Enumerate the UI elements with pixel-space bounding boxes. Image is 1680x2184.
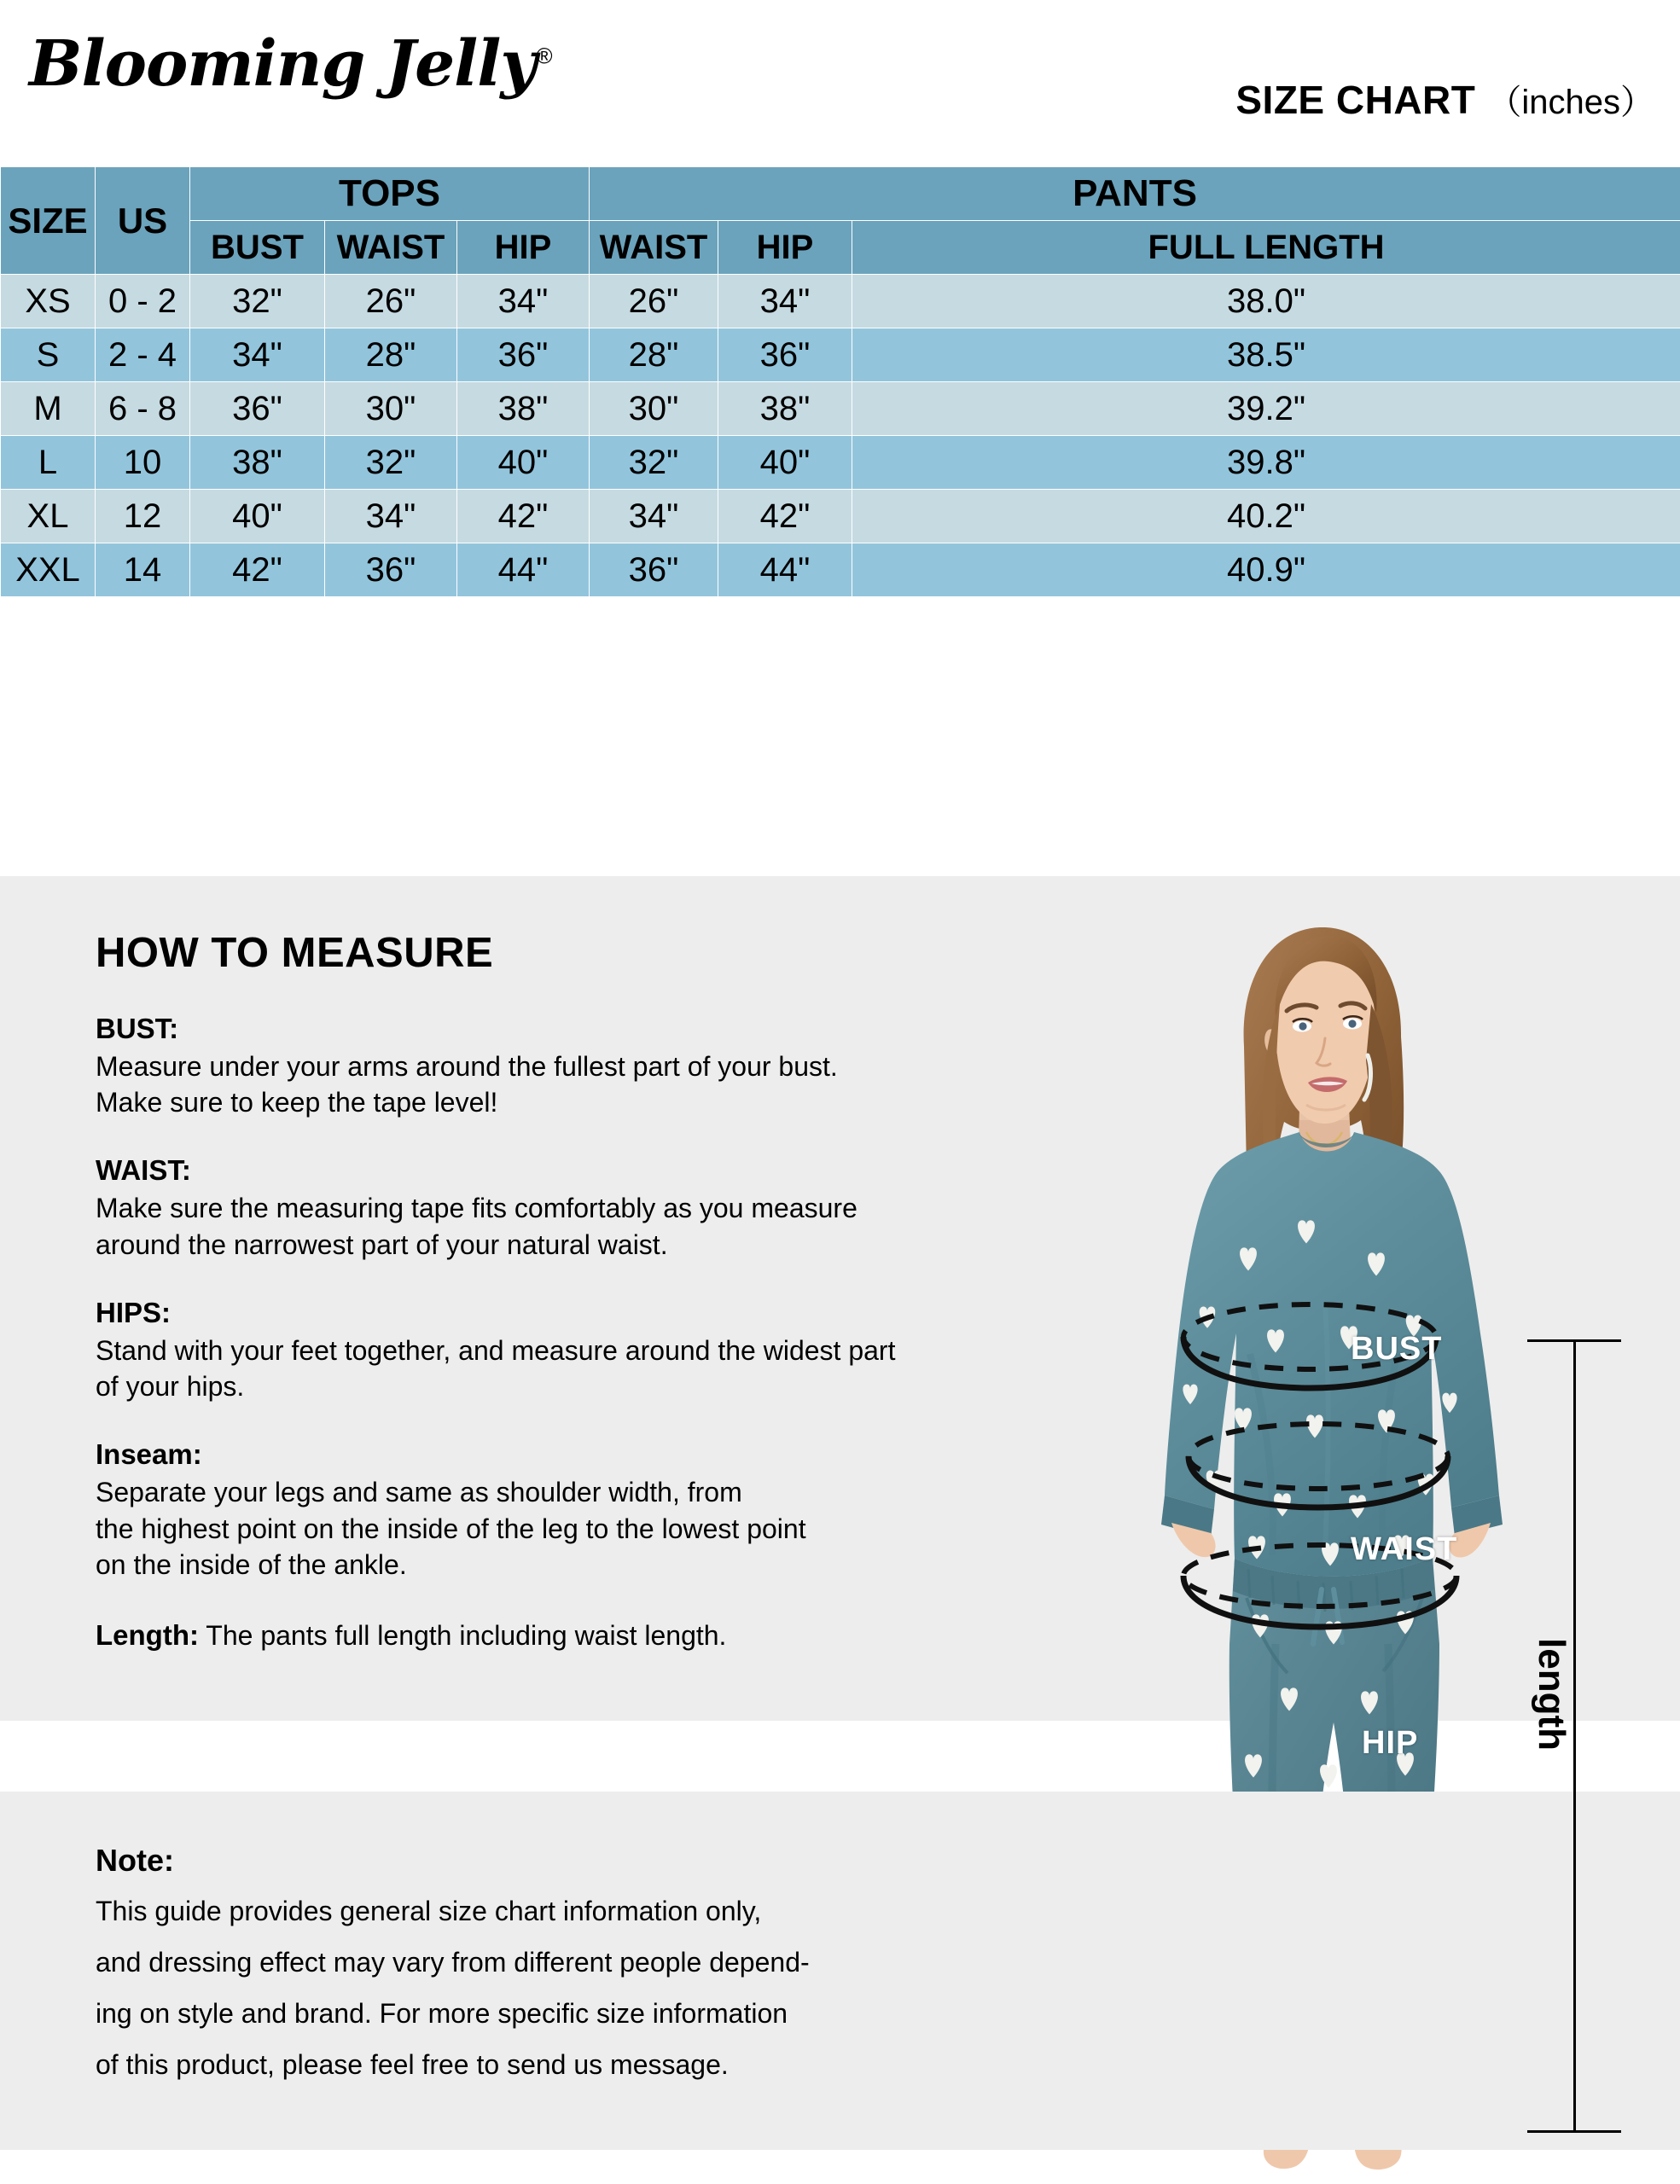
cell-us: 0 - 2 [96, 275, 190, 328]
how-to-measure-text [96, 929, 1026, 1654]
table-header-row-groups [1, 167, 1680, 221]
col-header-tops-hip: HIP [457, 221, 590, 275]
cell-size: M [1, 382, 96, 436]
cell-tops-bust: 42" [190, 543, 325, 597]
note-line-3: ing on style and brand. For more specific size information [96, 1998, 788, 2029]
cell-tops-bust: 38" [190, 436, 325, 490]
cell-size: S [1, 328, 96, 382]
measure-body-bust-line1: Measure under your arms around the fullest part of your bust. [96, 1051, 838, 1082]
table-row [1, 275, 1680, 328]
how-to-measure-heading: HOW TO MEASURE [96, 930, 494, 976]
note-text [96, 1843, 1034, 2102]
cell-pants-waist: 34" [590, 490, 718, 543]
measure-body-inseam-line2: the highest point on the inside of the leg to the lowest point [96, 1513, 806, 1544]
measure-label-inseam: Inseam: [96, 1438, 202, 1471]
bracket-bottom-cap [1527, 2130, 1621, 2133]
table-header-row-subs [1, 221, 1680, 275]
cell-pants-waist: 36" [590, 543, 718, 597]
cell-tops-hip: 44" [457, 543, 590, 597]
annotation-hip: HIP [1362, 1725, 1419, 1761]
measure-block-waist [96, 1154, 1026, 1262]
chart-title-group [1235, 75, 1654, 124]
cell-pants-hip: 44" [718, 543, 852, 597]
cell-pants-waist: 26" [590, 275, 718, 328]
annotation-waist: WAIST [1351, 1531, 1458, 1567]
cell-size: XL [1, 490, 96, 543]
cell-tops-bust: 36" [190, 382, 325, 436]
note-label: Note: [96, 1843, 174, 1878]
col-header-tops-waist: WAIST [325, 221, 457, 275]
table-row [1, 328, 1680, 382]
cell-full-length: 40.2" [852, 490, 1680, 543]
col-header-pants-hip: HIP [718, 221, 852, 275]
cell-tops-hip: 42" [457, 490, 590, 543]
page-header [0, 0, 1680, 166]
cell-tops-bust: 40" [190, 490, 325, 543]
table-body [1, 275, 1680, 597]
units-label: （inches） [1487, 84, 1654, 121]
col-group-pants: PANTS [590, 167, 1680, 221]
cell-pants-waist: 28" [590, 328, 718, 382]
col-header-tops-bust: BUST [190, 221, 325, 275]
table-row [1, 436, 1680, 490]
table-head [1, 167, 1680, 275]
bracket-vertical-line [1573, 1339, 1576, 2133]
measure-block-hips [96, 1297, 1026, 1404]
measure-body-waist-line1: Make sure the measuring tape fits comfortably as you measure [96, 1193, 857, 1224]
measure-block-bust [96, 1013, 1026, 1120]
cell-pants-waist: 32" [590, 436, 718, 490]
page-title: SIZE CHART [1235, 78, 1476, 122]
col-header-pants-waist: WAIST [590, 221, 718, 275]
cell-size: L [1, 436, 96, 490]
measure-body-hips-line2: of your hips. [96, 1371, 245, 1403]
cell-full-length: 38.5" [852, 328, 1680, 382]
cell-pants-waist: 30" [590, 382, 718, 436]
cell-tops-hip: 38" [457, 382, 590, 436]
col-group-tops: TOPS [190, 167, 590, 221]
table-row [1, 382, 1680, 436]
cell-tops-waist: 36" [325, 543, 457, 597]
cell-full-length: 38.0" [852, 275, 1680, 328]
brand-name: Blooming Jelly [29, 27, 537, 101]
cell-pants-hip: 36" [718, 328, 852, 382]
cell-tops-hip: 36" [457, 328, 590, 382]
cell-us: 2 - 4 [96, 328, 190, 382]
note-line-4: of this product, please feel free to send us message. [96, 2049, 729, 2080]
cell-tops-bust: 32" [190, 275, 325, 328]
measure-body-waist-line2: around the narrowest part of your natural waist. [96, 1228, 668, 1260]
table-row [1, 490, 1680, 543]
measure-block-inseam [96, 1438, 1026, 1583]
measure-label-bust: BUST: [96, 1013, 179, 1044]
registered-trademark-icon: ® [536, 43, 552, 69]
cell-us: 6 - 8 [96, 382, 190, 436]
note-line-2: and dressing effect may vary from different people depend- [96, 1947, 810, 1978]
cell-pants-hip: 34" [718, 275, 852, 328]
cell-tops-waist: 34" [325, 490, 457, 543]
cell-pants-hip: 40" [718, 436, 852, 490]
cell-tops-hip: 34" [457, 275, 590, 328]
cell-us: 10 [96, 436, 190, 490]
annotation-length: length [1531, 1638, 1572, 1751]
measure-body-inseam-line1: Separate your legs and same as shoulder width, from [96, 1477, 742, 1508]
measure-body-inseam-line3: on the inside of the ankle. [96, 1548, 407, 1580]
measure-block-length [96, 1617, 1026, 1654]
cell-us: 12 [96, 490, 190, 543]
cell-full-length: 40.9" [852, 543, 1680, 597]
note-line-1: This guide provides general size chart information only, [96, 1896, 762, 1926]
cell-tops-waist: 32" [325, 436, 457, 490]
measure-label-hips: HIPS: [96, 1296, 171, 1328]
cell-pants-hip: 38" [718, 382, 852, 436]
measure-body-length: The pants full length including waist length. [206, 1620, 727, 1652]
cell-tops-waist: 30" [325, 382, 457, 436]
brand-logo [29, 27, 552, 101]
col-header-size: SIZE [1, 167, 96, 275]
measure-body-hips-line1: Stand with your feet together, and measure around the widest part [96, 1334, 896, 1366]
cell-tops-waist: 28" [325, 328, 457, 382]
cell-full-length: 39.2" [852, 382, 1680, 436]
annotation-bust: BUST [1351, 1331, 1443, 1367]
measure-label-waist: WAIST: [96, 1154, 191, 1187]
size-chart-table [0, 166, 1680, 597]
cell-full-length: 39.8" [852, 436, 1680, 490]
cell-us: 14 [96, 543, 190, 597]
cell-tops-bust: 34" [190, 328, 325, 382]
cell-size: XXL [1, 543, 96, 597]
cell-tops-hip: 40" [457, 436, 590, 490]
cell-pants-hip: 42" [718, 490, 852, 543]
cell-size: XS [1, 275, 96, 328]
col-header-us: US [96, 167, 190, 275]
measure-label-length: Length: [96, 1619, 199, 1652]
note-panel [0, 1792, 1680, 2150]
col-header-full-length: FULL LENGTH [852, 221, 1680, 275]
measure-body-bust-line2: Make sure to keep the tape level! [96, 1087, 498, 1118]
table-row [1, 543, 1680, 597]
cell-tops-waist: 26" [325, 275, 457, 328]
